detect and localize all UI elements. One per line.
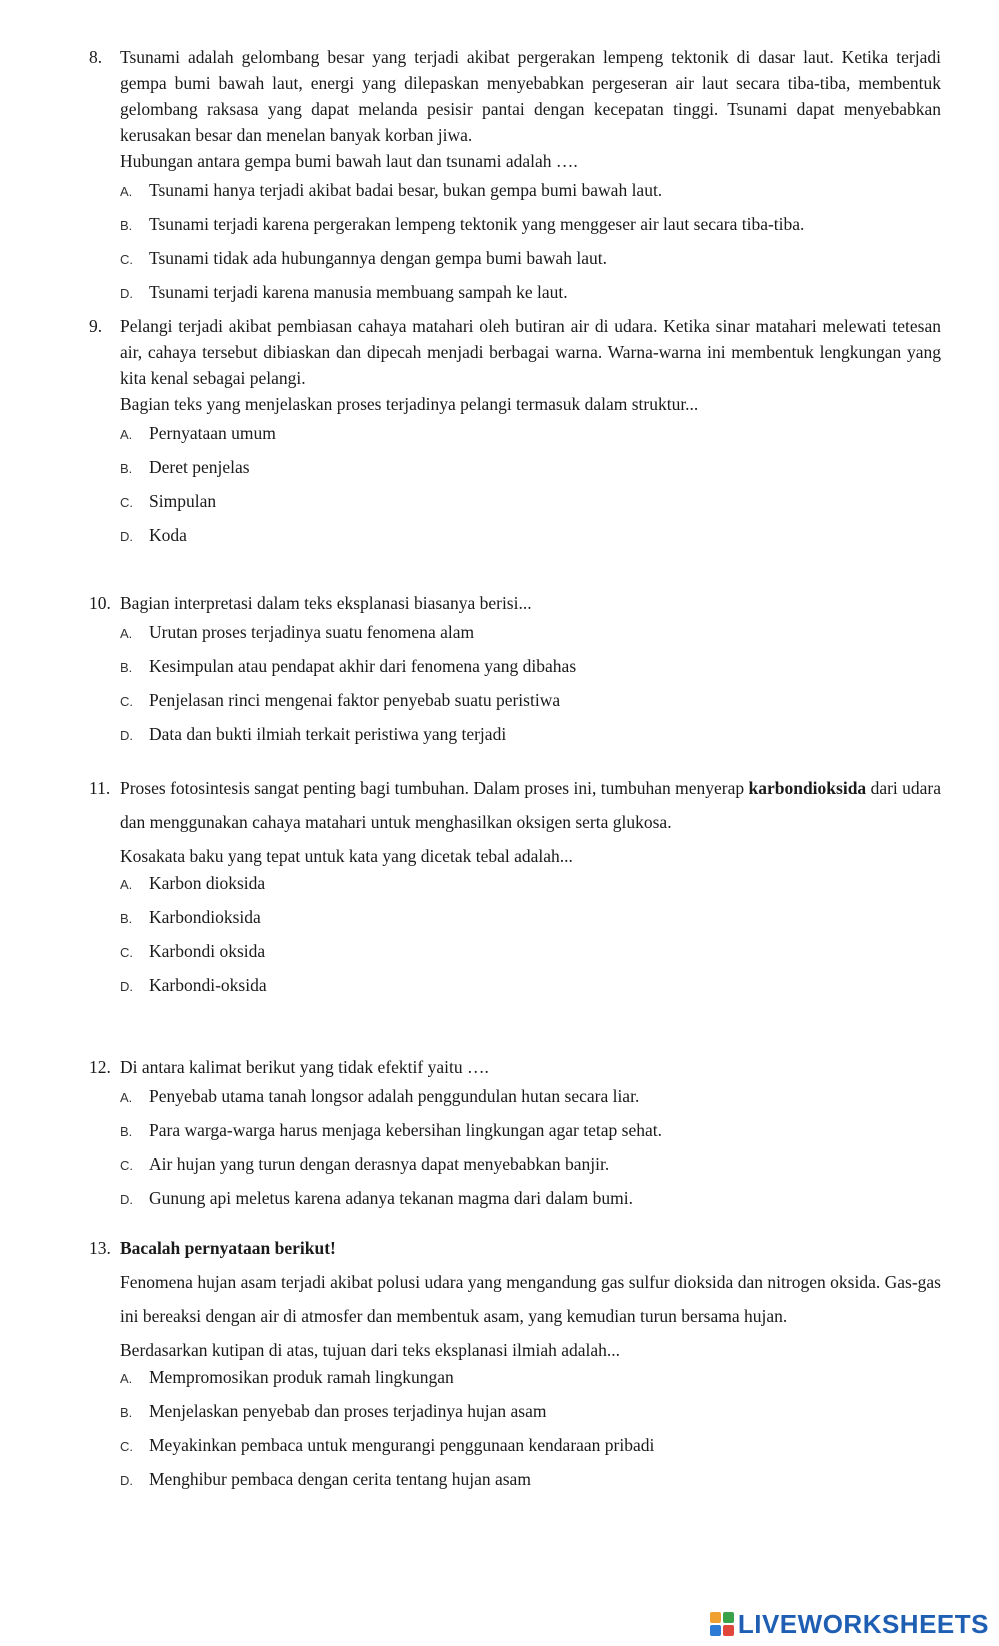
option-a[interactable] [120, 622, 941, 656]
option-c[interactable] [120, 1154, 941, 1188]
option-b[interactable] [120, 656, 941, 690]
passage-text: Pelangi terjadi akibat pembiasan cahaya matahari oleh butiran air di udara. Ketika sinar matahari melewati tetesan air, cahaya tersebut dibiaskan dan dipecah menjadi berbagai warna. Warna-warna ini membentuk lengkungan yang kita kenal sebagai pelangi. [120, 316, 941, 388]
option-letter: C. [120, 252, 133, 267]
option-letter: A. [120, 877, 133, 892]
question-stem: Berdasarkan kutipan di atas, tujuan dari teks eksplanasi ilmiah adalah... [120, 1340, 621, 1360]
option-d[interactable] [120, 282, 941, 316]
question-stem: Bagian interpretasi dalam teks eksplanasi biasanya berisi... [120, 593, 532, 613]
option-a[interactable] [120, 873, 941, 907]
option-text: Menjelaskan penyebab dan proses terjadinya hujan asam [149, 1401, 547, 1421]
question-9 [89, 313, 941, 559]
options-list [120, 180, 941, 316]
options-list [120, 1086, 941, 1222]
passage-text-before: Proses fotosintesis sangat penting bagi tumbuhan. Dalam proses ini, tumbuhan menyerap [120, 778, 745, 798]
option-letter: B. [120, 911, 133, 926]
liveworksheets-logo-icon [710, 1612, 734, 1636]
option-text: Pernyataan umum [149, 423, 276, 443]
question-passage [120, 771, 941, 873]
option-text: Mempromosikan produk ramah lingkungan [149, 1367, 454, 1387]
question-number: 10. [89, 593, 111, 613]
option-d[interactable] [120, 724, 941, 758]
option-text: Deret penjelas [149, 457, 250, 477]
passage-text [120, 771, 941, 839]
question-stem: Di antara kalimat berikut yang tidak efektif yaitu …. [120, 1057, 489, 1077]
question-11 [89, 771, 941, 1009]
option-b[interactable] [120, 1401, 941, 1435]
option-text: Penyebab utama tanah longsor adalah penggundulan hutan secara liar. [149, 1086, 640, 1106]
option-b[interactable] [120, 1120, 941, 1154]
question-number: 12. [89, 1057, 111, 1077]
option-letter: D. [120, 1192, 133, 1207]
option-letter: A. [120, 184, 133, 199]
option-letter: D. [120, 286, 133, 301]
option-text: Para warga-warga harus menjaga kebersihan lingkungan agar tetap sehat. [149, 1120, 662, 1140]
question-10 [89, 590, 941, 758]
option-text: Koda [149, 525, 187, 545]
option-letter: C. [120, 1439, 133, 1454]
option-letter: C. [120, 945, 133, 960]
option-letter: D. [120, 728, 133, 743]
option-text: Karbon dioksida [149, 873, 266, 893]
option-text: Menghibur pembaca dengan cerita tentang hujan asam [149, 1469, 531, 1489]
question-passage [120, 1265, 941, 1367]
question-8 [89, 44, 941, 316]
option-b[interactable] [120, 907, 941, 941]
question-number: 8. [89, 47, 103, 67]
option-d[interactable] [120, 1188, 941, 1222]
option-d[interactable] [120, 1469, 941, 1503]
option-b[interactable] [120, 457, 941, 491]
options-list [120, 873, 941, 1009]
option-letter: A. [120, 1371, 133, 1386]
option-letter: A. [120, 1090, 133, 1105]
question-12 [89, 1054, 941, 1222]
option-letter: A. [120, 626, 133, 641]
option-letter: D. [120, 529, 133, 544]
passage-text: Tsunami adalah gelombang besar yang terjadi akibat pergerakan lempeng tektonik di dasar laut. Ketika terjadi gempa bumi bawah laut, energi yang dilepaskan menyebabkan pergeseran air laut secara tiba-tiba, membentuk gelombang raksasa yang dapat melanda pesisir pantai dengan kecepatan tinggi. Tsunami dapat menyebabkan kerusakan besar dan menelan banyak korban jiwa. [120, 47, 941, 145]
question-passage [120, 44, 941, 174]
option-letter: B. [120, 1124, 133, 1139]
option-d[interactable] [120, 975, 941, 1009]
option-letter: B. [120, 660, 133, 675]
passage-text-after: dari udara dan menggunakan cahaya matahari untuk menghasilkan oksigen serta glukosa. [120, 778, 942, 832]
option-b[interactable] [120, 214, 941, 248]
question-number: 11. [89, 778, 111, 798]
bold-word: karbondioksida [748, 778, 867, 798]
options-list [120, 423, 941, 559]
option-letter: D. [120, 979, 133, 994]
option-text: Data dan bukti ilmiah terkait peristiwa yang terjadi [149, 724, 507, 744]
option-text: Tsunami hanya terjadi akibat badai besar, bukan gempa bumi bawah laut. [149, 180, 663, 200]
option-text: Meyakinkan pembaca untuk mengurangi penggunaan kendaraan pribadi [149, 1435, 655, 1455]
option-a[interactable] [120, 180, 941, 214]
option-text: Simpulan [149, 491, 217, 511]
option-letter: B. [120, 461, 133, 476]
options-list [120, 622, 941, 758]
option-letter: C. [120, 495, 133, 510]
question-heading: Bacalah pernyataan berikut! [120, 1238, 336, 1258]
options-list [120, 1367, 941, 1503]
option-text: Penjelasan rinci mengenai faktor penyebab suatu peristiwa [149, 690, 561, 710]
option-letter: D. [120, 1473, 133, 1488]
option-text: Air hujan yang turun dengan derasnya dapat menyebabkan banjir. [149, 1154, 610, 1174]
option-a[interactable] [120, 1367, 941, 1401]
option-letter: B. [120, 1405, 133, 1420]
option-text: Kesimpulan atau pendapat akhir dari fenomena yang dibahas [149, 656, 577, 676]
question-stem: Hubungan antara gempa bumi bawah laut dan tsunami adalah …. [120, 151, 578, 171]
option-c[interactable] [120, 248, 941, 282]
question-stem: Kosakata baku yang tepat untuk kata yang dicetak tebal adalah... [120, 846, 573, 866]
option-text: Karbondi-oksida [149, 975, 267, 995]
question-13 [89, 1235, 941, 1503]
question-number: 9. [89, 316, 103, 336]
brand-name: LIVEWORKSHEETS [737, 1608, 989, 1639]
option-letter: C. [120, 1158, 133, 1173]
option-d[interactable] [120, 525, 941, 559]
option-c[interactable] [120, 690, 941, 724]
option-letter: A. [120, 427, 133, 442]
option-c[interactable] [120, 1435, 941, 1469]
passage-text: Fenomena hujan asam terjadi akibat polusi udara yang mengandung gas sulfur dioksida dan nitrogen oksida. Gas-gas ini bereaksi dengan air di atmosfer dan membentuk asam, yang kemudian turun bersama hujan. [120, 1272, 941, 1326]
option-letter: B. [120, 218, 133, 233]
question-passage [120, 590, 941, 616]
option-text: Karbondi oksida [149, 941, 266, 961]
option-a[interactable] [120, 1086, 941, 1120]
question-passage [120, 1054, 941, 1080]
option-text: Urutan proses terjadinya suatu fenomena alam [149, 622, 475, 642]
option-letter: C. [120, 694, 133, 709]
question-stem: Bagian teks yang menjelaskan proses terjadinya pelangi termasuk dalam struktur... [120, 394, 699, 414]
option-a[interactable] [120, 423, 941, 457]
option-text: Tsunami terjadi karena manusia membuang sampah ke laut. [149, 282, 568, 302]
liveworksheets-brand[interactable] [710, 1608, 989, 1640]
option-c[interactable] [120, 491, 941, 525]
question-passage [120, 313, 941, 417]
option-text: Tsunami terjadi karena pergerakan lempeng tektonik yang menggeser air laut secara tiba-tiba. [149, 214, 805, 234]
question-heading-wrap [120, 1235, 941, 1261]
option-text: Karbondioksida [149, 907, 261, 927]
option-text: Gunung api meletus karena adanya tekanan magma dari dalam bumi. [149, 1188, 633, 1208]
question-number: 13. [89, 1238, 111, 1258]
option-text: Tsunami tidak ada hubungannya dengan gempa bumi bawah laut. [149, 248, 608, 268]
option-c[interactable] [120, 941, 941, 975]
